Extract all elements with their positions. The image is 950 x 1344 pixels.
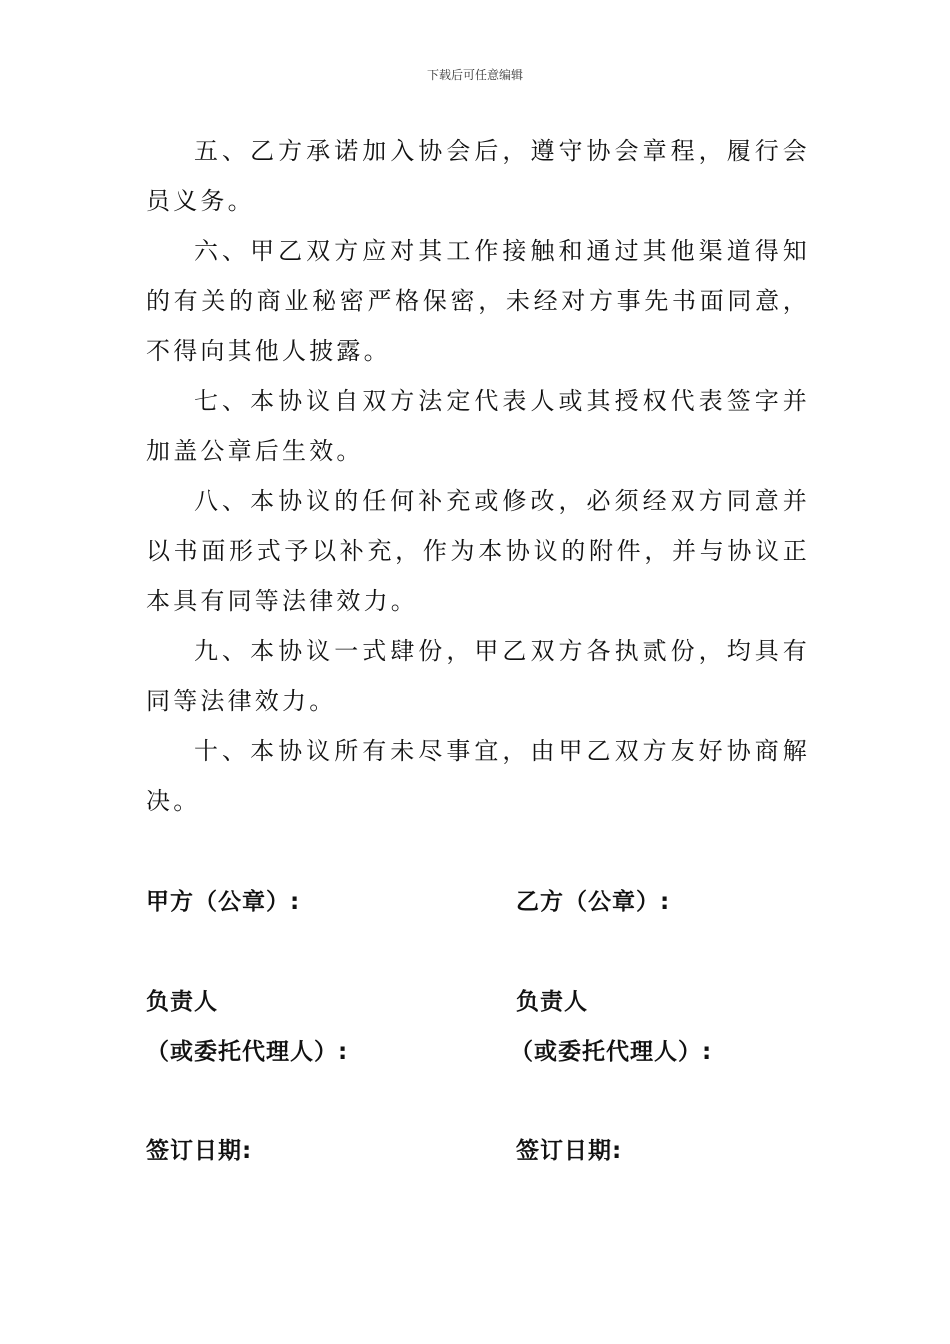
clause-5: 五、乙方承诺加入协会后，遵守协会章程，履行会员义务。 bbox=[146, 137, 810, 215]
party-b-seal-label: 乙方（公章）: bbox=[516, 889, 671, 915]
clause-6: 六、甲乙双方应对其工作接触和通过其他渠道得知的有关的商业秘密严格保密，未经对方事先书面同意，不得向其他人披露。 bbox=[146, 237, 810, 365]
party-a-seal-label: 甲方（公章）: bbox=[146, 889, 301, 915]
party-a-agent-label: （或委托代理人）: bbox=[146, 1039, 349, 1065]
header-note: 下载后可任意编辑 bbox=[426, 68, 523, 82]
party-b-principal-label: 负责人 bbox=[516, 989, 588, 1015]
party-a-principal-label: 负责人 bbox=[146, 989, 218, 1015]
clause-10: 十、本协议所有未尽事宜，由甲乙双方友好协商解决。 bbox=[146, 737, 810, 815]
agreement-clauses bbox=[146, 126, 810, 826]
clause-8: 八、本协议的任何补充或修改，必须经双方同意并以书面形式予以补充，作为本协议的附件，并与协议正本具有同等法律效力。 bbox=[146, 487, 810, 615]
party-a-date-label: 签订日期: bbox=[146, 1138, 253, 1164]
party-b-agent-label: （或委托代理人）: bbox=[510, 1039, 713, 1065]
clause-9: 九、本协议一式肆份，甲乙双方各执贰份，均具有同等法律效力。 bbox=[146, 637, 810, 715]
clause-7: 七、本协议自双方法定代表人或其授权代表签字并加盖公章后生效。 bbox=[146, 387, 810, 465]
party-b-date-label: 签订日期: bbox=[516, 1138, 623, 1164]
